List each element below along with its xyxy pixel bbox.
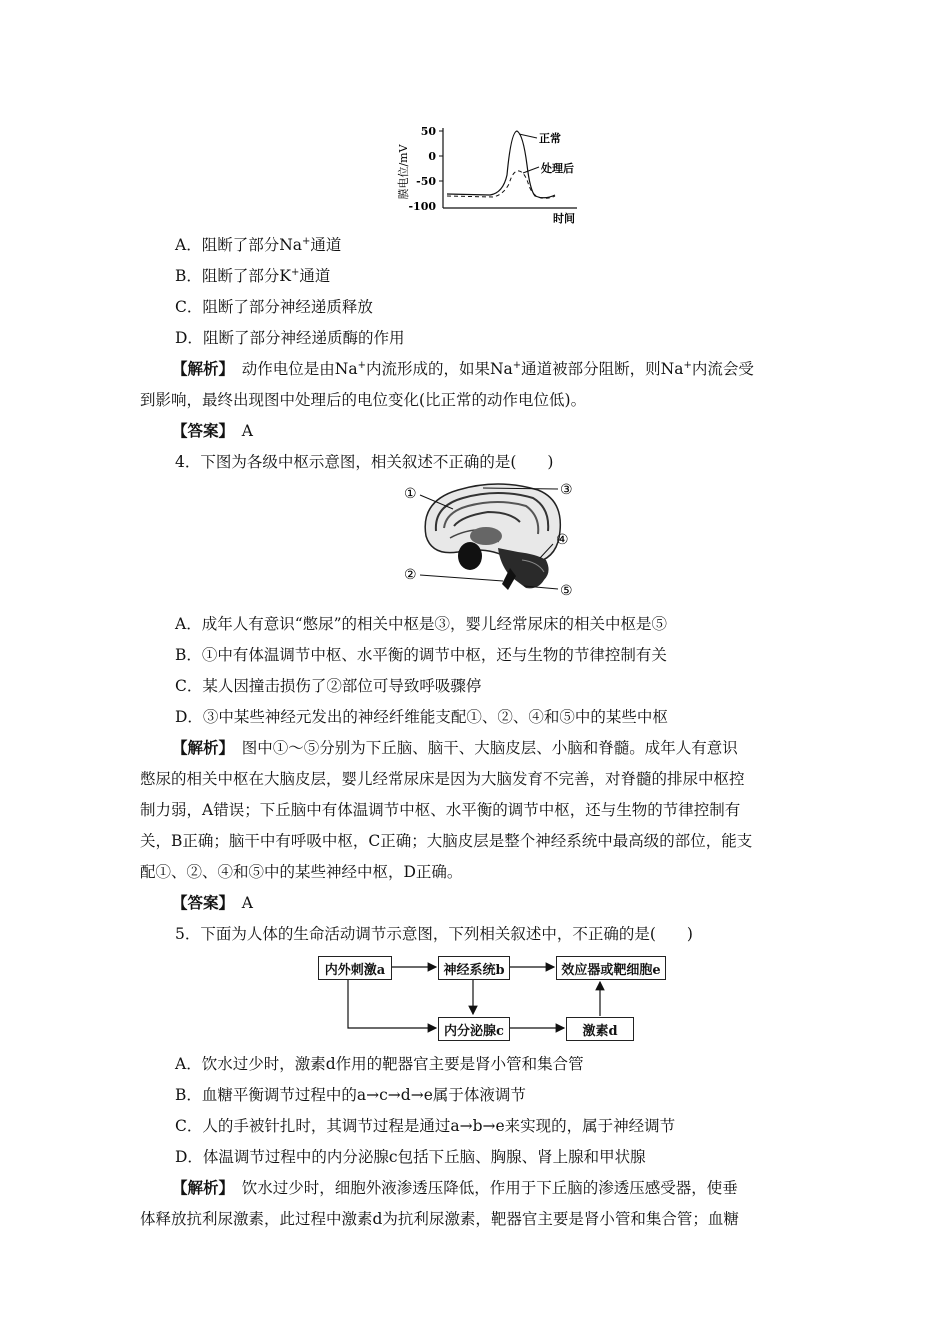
brain-label-1: ①: [404, 486, 417, 502]
q5-analysis-line-2: 体释放抗利尿激素，此过程中激素d为抗利尿激素，靶器官主要是肾小管和集合管；血糖: [140, 1210, 739, 1228]
q4-option-b: B．①中有体温调节中枢、水平衡的调节中枢，还与生物的节律控制有关: [175, 646, 667, 664]
normal-curve-label: 正常: [539, 132, 561, 145]
q4-analysis-line-5: 配①、②、④和⑤中的某些神经中枢，D正确。: [140, 863, 463, 881]
q4-analysis-line-1: 【解析】 图中①～⑤分别为下丘脑、脑干、大脑皮层、小脑和脊髓。成年人有意识: [172, 738, 738, 757]
box-effector-e: 效应器或靶细胞e: [556, 956, 666, 980]
q3-analysis-line-1: 【解析】 动作电位是由Na+内流形成的，如果Na+通道被部分阻断，则Na+内流会受: [172, 359, 754, 378]
y-tick-minus-50: -50: [416, 175, 436, 188]
q4-option-a: A．成年人有意识“憋尿”的相关中枢是③，婴儿经常尿床的相关中枢是⑤: [175, 615, 668, 633]
q4-analysis-line-2: 憋尿的相关中枢在大脑皮层，婴儿经常尿床是因为大脑发育不完善，对脊髓的排尿中枢控: [140, 770, 745, 788]
q5-option-b: B．血糖平衡调节过程中的a→c→d→e属于体液调节: [175, 1086, 526, 1104]
q5-stem: 5．下面为人体的生命活动调节示意图，下列相关叙述中，不正确的是( ): [175, 925, 693, 943]
brain-label-5: ⑤: [560, 583, 573, 598]
brain-label-3: ③: [560, 482, 573, 498]
box-hormone-d: 激素d: [566, 1017, 634, 1041]
brain-label-4: ④: [556, 532, 569, 548]
y-tick-minus-100: -100: [408, 200, 436, 213]
q4-answer: 【答案】 A: [172, 893, 253, 912]
q3-option-b: B．阻断了部分K+通道: [175, 267, 331, 285]
q3-option-d: D．阻断了部分神经递质酶的作用: [175, 329, 405, 347]
q4-analysis-line-4: 关，B正确；脑干中有呼吸中枢，C正确；大脑皮层是整个神经系统中最高级的部位，能支: [140, 832, 753, 850]
x-axis-label: 时间: [553, 212, 575, 225]
q3-answer: 【答案】 A: [172, 421, 253, 440]
q5-option-d: D．体温调节过程中的内分泌腺c包括下丘脑、胸腺、肾上腺和甲状腺: [175, 1148, 646, 1166]
y-axis-label: 膜电位/mV: [397, 144, 410, 200]
q4-stem: 4．下图为各级中枢示意图，相关叙述不正确的是( ): [175, 453, 554, 471]
y-tick-0: 0: [428, 150, 436, 163]
q5-option-a: A．饮水过少时，激素d作用的靶器官主要是肾小管和集合管: [175, 1055, 584, 1073]
regulation-flowchart: [318, 954, 673, 1044]
brain-figure: [398, 476, 598, 598]
box-stimulus-a: 内外刺激a: [318, 956, 392, 980]
q5-option-c: C．人的手被针扎时，其调节过程是通过a→b→e来实现的，属于神经调节: [175, 1117, 676, 1135]
q4-option-d: D．③中某些神经元发出的神经纤维能支配①、②、④和⑤中的某些中枢: [175, 708, 668, 726]
q3-option-a: A．阻断了部分Na+通道: [175, 236, 342, 254]
brain-label-2: ②: [404, 567, 417, 583]
box-nervous-system-b: 神经系统b: [438, 956, 510, 980]
treated-curve-label: 处理后: [541, 162, 574, 175]
q3-analysis-line-2: 到影响，最终出现图中处理后的电位变化(比正常的动作电位低)。: [140, 391, 587, 409]
q4-option-c: C．某人因撞击损伤了②部位可导致呼吸骤停: [175, 677, 482, 695]
box-endocrine-c: 内分泌腺c: [438, 1017, 510, 1041]
q5-analysis-line-1: 【解析】 饮水过少时，细胞外液渗透压降低，作用于下丘脑的渗透压感受器，使垂: [172, 1178, 738, 1197]
q3-option-c: C．阻断了部分神经递质释放: [175, 298, 373, 316]
membrane-potential-figure: [395, 120, 595, 228]
y-tick-50: 50: [420, 125, 436, 138]
q4-analysis-line-3: 制力弱，A错误；下丘脑中有体温调节中枢、水平衡的调节中枢，还与生物的节律控制有: [140, 801, 741, 819]
